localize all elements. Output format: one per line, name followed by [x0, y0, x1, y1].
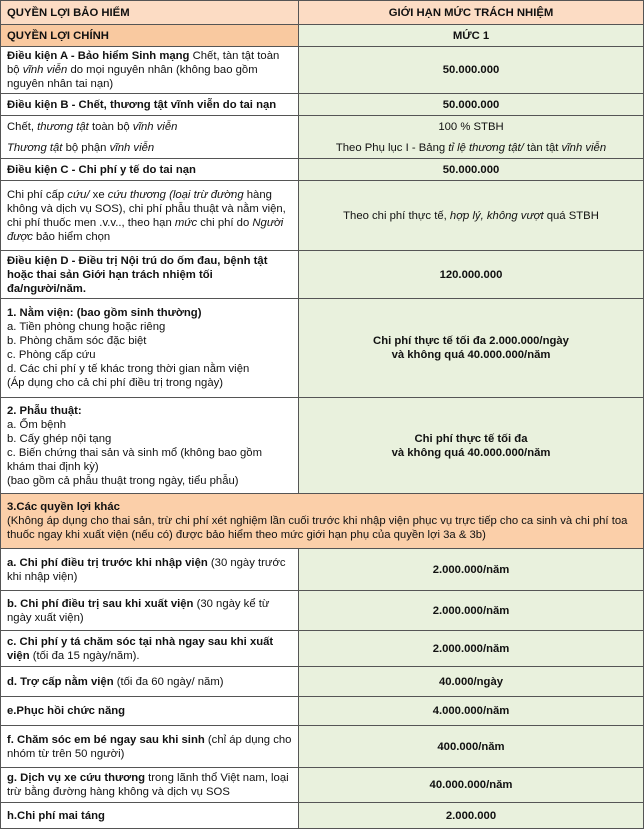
text-segment: mức: [174, 216, 198, 229]
table-row: [1, 549, 644, 591]
table-row: [1, 697, 644, 726]
header-benefit: QUYỀN LỢI BẢO HIỂM: [1, 1, 299, 25]
table-row: [1, 94, 644, 116]
benefit-cell: [1, 94, 299, 116]
table-row: [1, 25, 644, 47]
text-segment: a. Tiền phòng chung hoặc riêng: [7, 321, 166, 333]
table-row: [1, 398, 644, 494]
text-segment: Chi phí cấp: [7, 188, 68, 201]
text-segment: 400.000/năm: [437, 740, 505, 753]
text-segment: Điều kiện A - Bảo hiểm Sinh mạng: [7, 50, 190, 62]
text-segment: Chi phí thực tế tối đa 2.000.000/ngày: [373, 335, 569, 347]
limit-cell: [299, 94, 644, 116]
text-segment: 4.000.000/năm: [432, 705, 510, 717]
benefit-cell: [1, 697, 299, 726]
text-segment: trong lãnh thổ Việt nam, loại trừ bằng đường hàng không và dịch vụ SOS: [7, 772, 289, 798]
text-segment: (30 ngày trước khi nhập viện): [7, 556, 286, 583]
text-segment: Chi phí thực tế tối đa: [414, 432, 528, 445]
text-segment: h.Chi phí mai táng: [7, 809, 105, 822]
benefit-cell: [1, 667, 299, 697]
text-segment: 2.000.000/năm: [432, 642, 510, 655]
text-segment: (tối đa 15 ngày/năm).: [29, 649, 140, 662]
text-segment: c. Biến chứng thai sản và sinh mổ (không bao gồm khám thai định kỳ): [7, 446, 262, 473]
benefit-cell: [1, 591, 299, 631]
text-segment: Điều kiện B - Chết, thương tật vĩnh viễn do tai nạn: [7, 98, 277, 111]
text-segment: a. Ốm bệnh: [7, 418, 67, 431]
text-segment: chi phí do: [197, 216, 253, 229]
limit-cell: [299, 47, 644, 94]
text-segment: tàn tật: [523, 141, 562, 154]
text-segment: 50.000.000: [442, 163, 500, 176]
limit-cell: [299, 398, 644, 494]
text-segment: 50.000.000: [442, 64, 500, 76]
table-row: [1, 768, 644, 803]
text-segment: vĩnh viễn: [109, 141, 155, 154]
text-segment: thương tật: [37, 120, 89, 133]
text-segment: 40.000/ngày: [438, 675, 504, 688]
text-segment: c. Phòng cấp cứu: [7, 349, 96, 361]
text-segment: Theo Phụ lục I - Bảng: [335, 141, 449, 154]
text-segment: Chết,: [7, 120, 38, 133]
benefit-cell: [1, 181, 299, 251]
limit-cell: [299, 181, 644, 251]
benefit-cell: [1, 549, 299, 591]
text-segment: 100 % STBH: [438, 120, 504, 133]
text-segment: tỉ lệ thương tật/: [448, 141, 524, 154]
text-segment: d. Các chi phí y tế khác trong thời gian nằm viện: [7, 363, 250, 375]
table-row: [1, 299, 644, 398]
text-segment: 40.000.000/năm: [429, 779, 513, 791]
text-segment: b. Cấy ghép nội tạng: [7, 432, 112, 445]
text-segment: (30 ngày kể từ ngày xuất viện): [7, 597, 270, 624]
text-segment: Điều kiện C - Chi phí y tế do tai nạn: [7, 163, 196, 176]
limit-cell: [299, 591, 644, 631]
benefit-cell: [1, 116, 299, 138]
table-row: [1, 591, 644, 631]
limit-cell: [299, 116, 644, 138]
text-segment: (bao gồm cả phẫu thuật trong ngày, tiểu phẫu): [7, 474, 239, 487]
limit-cell: [299, 159, 644, 181]
text-segment: do mọi nguyên nhân (không bao gồm nguyên nhân tai nạn): [7, 64, 258, 90]
text-segment: 2.000.000/năm: [432, 604, 510, 617]
limit-cell: [299, 251, 644, 299]
benefit-cell: [1, 398, 299, 494]
text-segment: Theo chi phí thực tế,: [343, 209, 450, 222]
text-segment: toàn bộ: [88, 120, 133, 133]
table-row: [1, 251, 644, 299]
limit-cell: [299, 697, 644, 726]
text-segment: c. Chi phí y tá chăm sóc tại nhà ngay sau khi xuất viện: [7, 635, 274, 662]
text-segment: 2.000.000: [445, 809, 497, 822]
text-segment: b. Chi phí điều trị sau khi xuất viện: [7, 597, 194, 610]
limit-cell: [299, 768, 644, 803]
table-row: [1, 159, 644, 181]
benefit-cell: [1, 47, 299, 94]
text-segment: vĩnh viễn: [132, 120, 178, 133]
text-segment: Thương tật: [7, 141, 63, 154]
text-segment: 50.000.000: [442, 98, 500, 111]
table-row: [1, 181, 644, 251]
text-segment: a. Chi phí điều trị trước khi nhập viện: [7, 556, 208, 569]
text-segment: 1. Nằm viện: (bao gồm sinh thường): [7, 307, 202, 319]
limit-cell: [299, 726, 644, 768]
text-segment: bộ phận: [62, 141, 110, 154]
text-segment: cứu thương (loại trừ đường: [107, 188, 244, 201]
text-segment: và không quá 40.000.000/năm: [391, 446, 551, 459]
text-segment: vĩnh viễn: [561, 141, 607, 154]
limit-cell: [299, 137, 644, 159]
table-row: [1, 631, 644, 667]
table-header-row: [1, 1, 644, 25]
text-segment: g. Dịch vụ xe cứu thương: [7, 772, 146, 784]
text-segment: Điều kiện D - Điều trị Nội trú do ốm đau, bệnh tật hoặc thai sản Giới hạn trách nhiệm tối đa/người/năm.: [7, 254, 268, 295]
benefit-cell: [1, 299, 299, 398]
benefit-cell: [1, 251, 299, 299]
text-segment: b. Phòng chăm sóc đặc biệt: [7, 335, 147, 347]
benefit-cell: [1, 726, 299, 768]
table-row: [1, 116, 644, 138]
text-segment: 2. Phẫu thuật:: [7, 404, 82, 417]
benefit-cell: [1, 25, 299, 47]
text-segment: hợp lý, không vượt: [449, 209, 544, 222]
text-segment: QUYỀN LỢI CHÍNH: [7, 29, 109, 42]
limit-cell: [299, 667, 644, 697]
header-limit: GIỚI HẠN MỨC TRÁCH NHIỆM: [299, 1, 644, 25]
limit-cell: [299, 803, 644, 829]
benefit-cell: [1, 768, 299, 803]
benefit-cell: [1, 803, 299, 829]
table-row: [1, 47, 644, 94]
limit-cell: [299, 25, 644, 47]
text-segment: Chết, tàn tật toàn bộ: [7, 50, 280, 76]
text-segment: 2.000.000/năm: [432, 563, 510, 576]
text-segment: (chỉ áp dụng cho nhóm từ trên 50 người): [7, 733, 292, 760]
limit-cell: [299, 631, 644, 667]
text-segment: xe: [89, 188, 108, 201]
table-row: [1, 667, 644, 697]
text-segment: (Không áp dụng cho thai sản, trừ chi phí xét nghiệm lần cuối trước khi nhập viện phục vụ trực tiếp cho ca sinh và chi phí toa thuốc ngay khi xuất viện (nếu có) được bảo hiểm theo mức giới hạn phụ của quyền lợi 3a & 3b): [7, 515, 628, 541]
text-segment: (tối đa 60 ngày/ năm): [113, 675, 224, 688]
text-segment: 120.000.000: [439, 268, 503, 281]
table-row: [1, 803, 644, 829]
limit-cell: [299, 299, 644, 398]
text-segment: bảo hiểm chọn: [32, 230, 111, 243]
benefit-cell: [1, 137, 299, 159]
text-segment: MỨC 1: [452, 29, 490, 42]
text-segment: e.Phục hồi chức năng: [7, 705, 126, 717]
limit-cell: [299, 549, 644, 591]
text-segment: quá STBH: [543, 209, 599, 222]
text-segment: d. Trợ cấp nằm viện: [7, 675, 114, 688]
text-segment: vĩnh viễn: [22, 64, 68, 76]
text-segment: cứu/: [67, 188, 90, 201]
text-segment: 3.Các quyền lợi khác: [7, 501, 120, 513]
text-segment: f. Chăm sóc em bé ngay sau khi sinh: [7, 733, 205, 746]
table-row: [1, 726, 644, 768]
table-row: [1, 137, 644, 159]
text-segment: và không quá 40.000.000/năm: [391, 349, 551, 361]
text-segment: Người được: [7, 216, 284, 243]
text-segment: (Áp dụng cho cả chi phí điều trị trong ngày): [7, 377, 224, 389]
benefit-cell: [1, 159, 299, 181]
benefit-cell: [1, 494, 644, 549]
benefit-cell: [1, 631, 299, 667]
text-segment: hàng không và dịch vụ SOS), chi phí phẫu thuật và nằm viện, chi phí thuốc men .v.v.., theo hạn: [7, 188, 286, 229]
section-row: [1, 494, 644, 549]
